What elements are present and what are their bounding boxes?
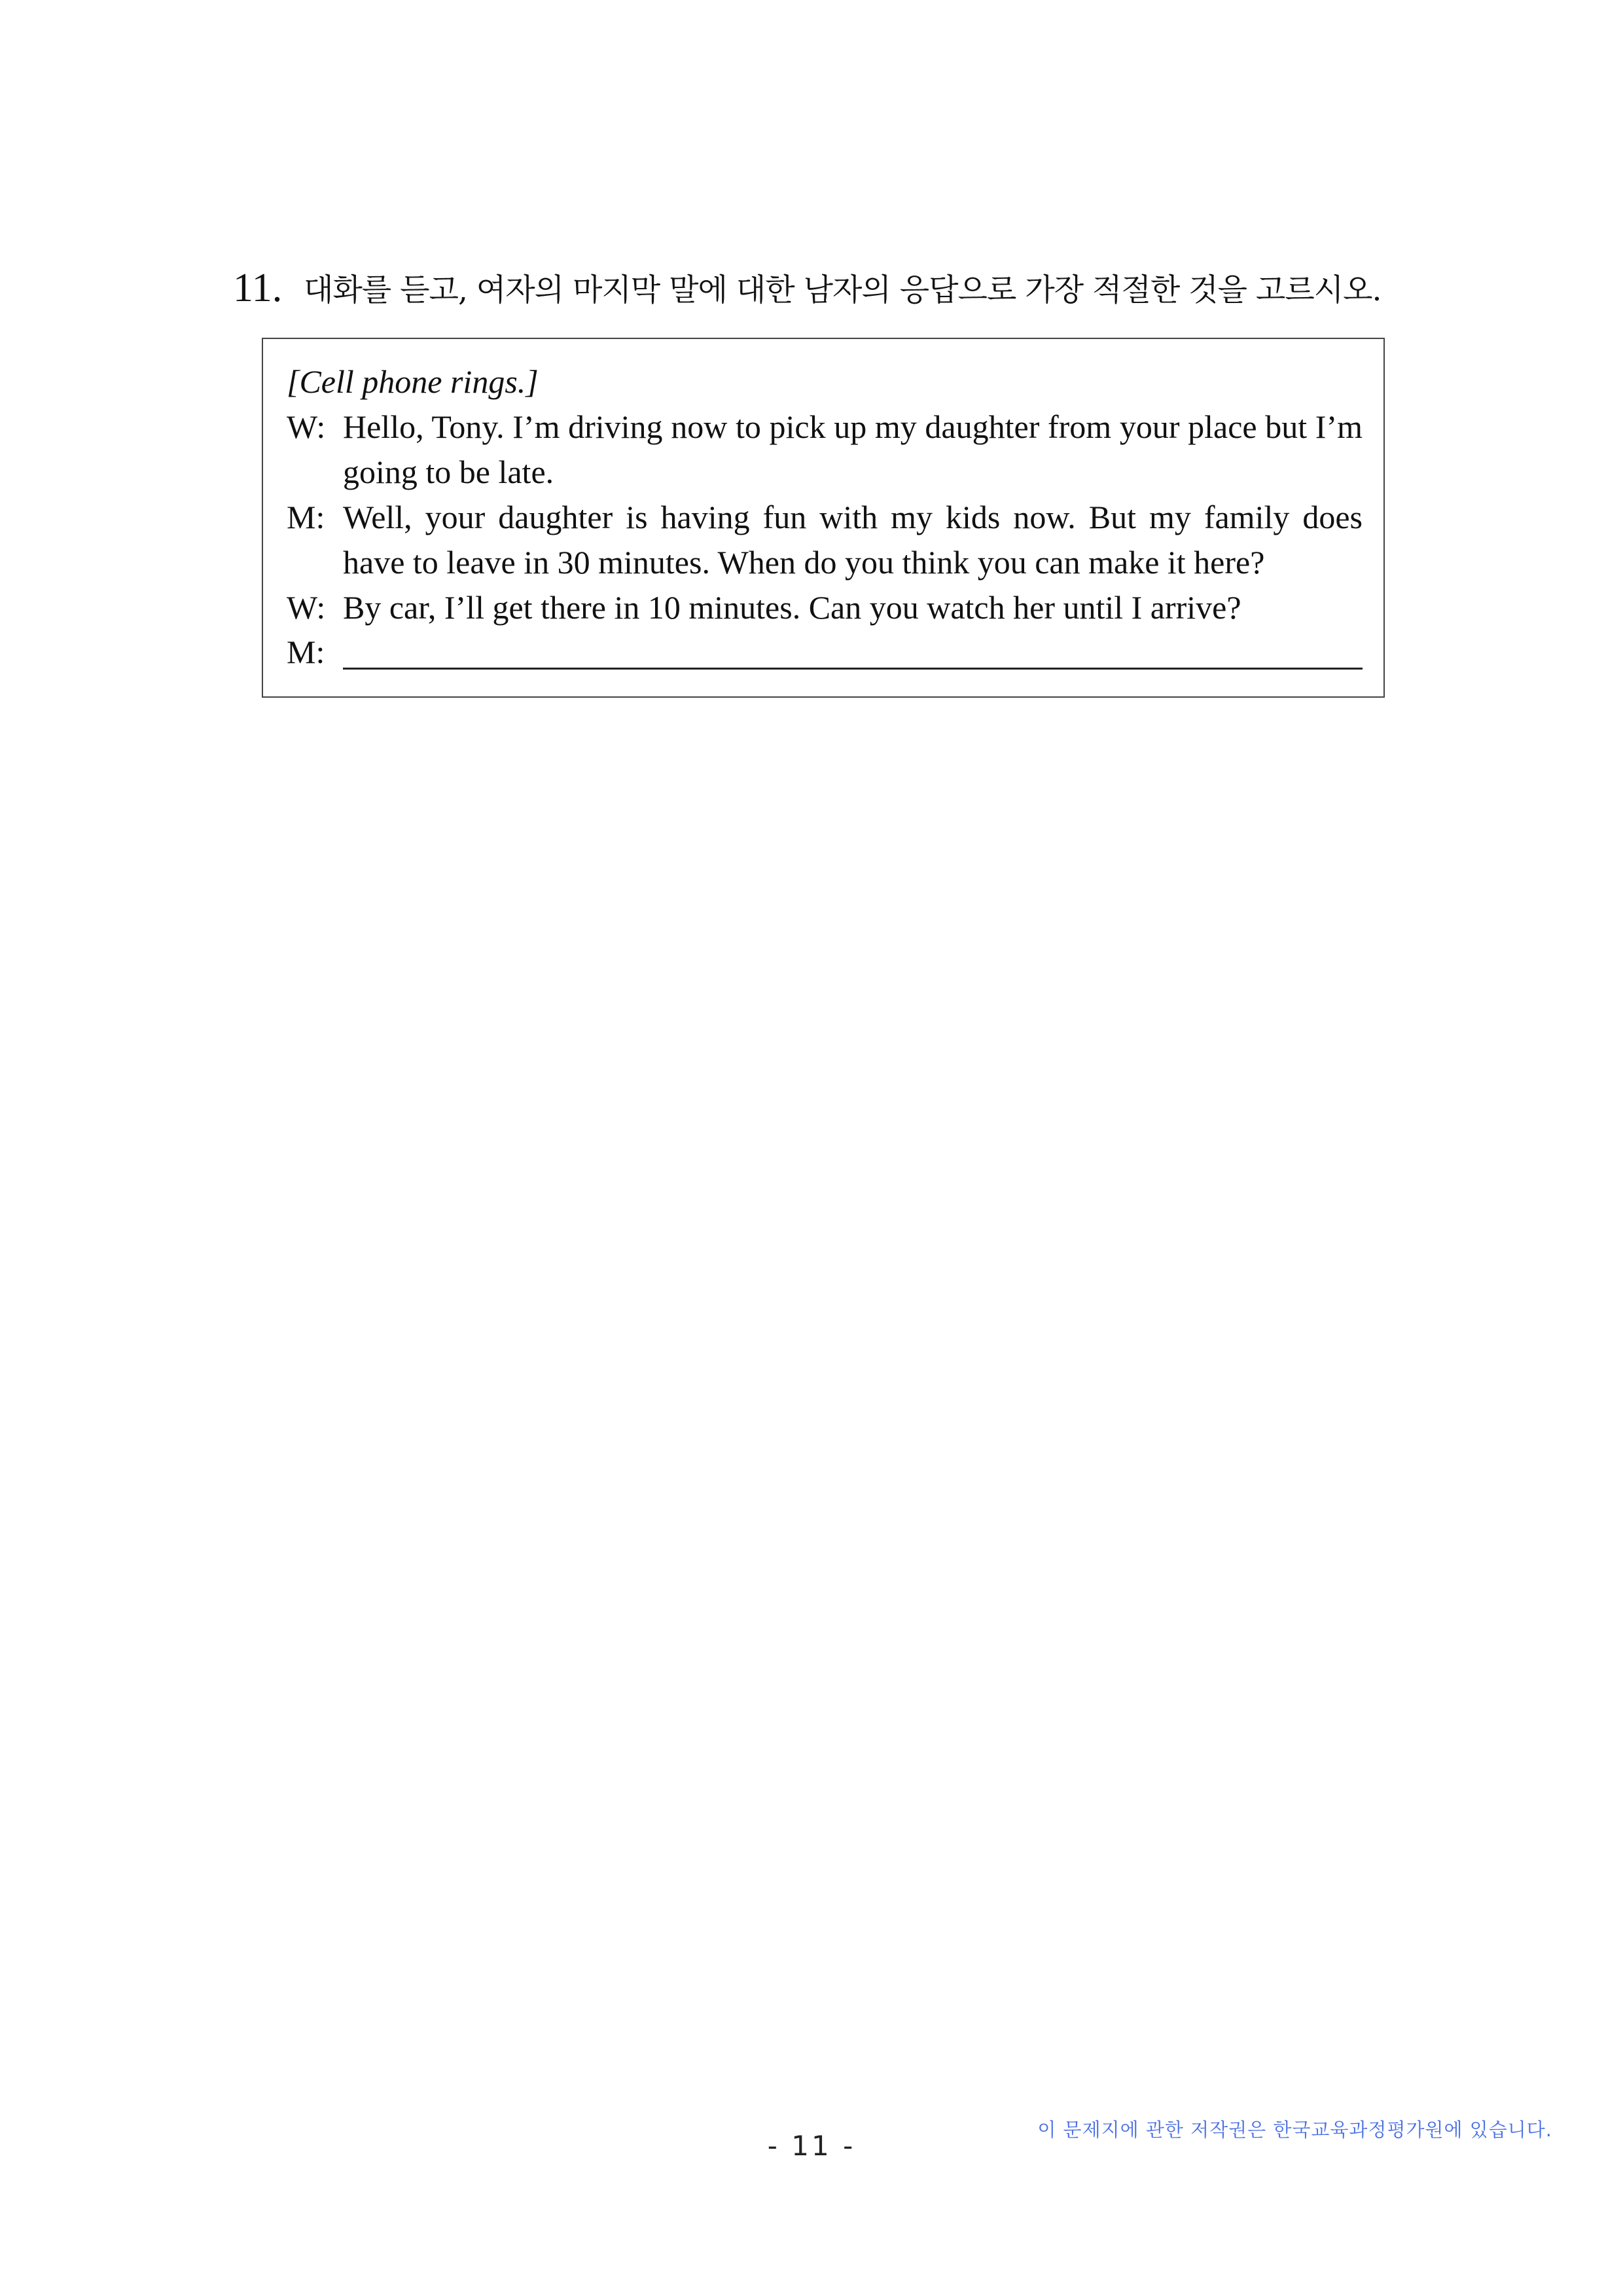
- speech-text: Hello, Tony. I’m driving now to pick up my daughter from your place but I’m going to be late.: [343, 408, 1363, 490]
- dialogue-line-3: [287, 585, 1363, 630]
- stage-direction: [Cell phone rings.]: [287, 363, 539, 400]
- dialogue-line-1: [287, 404, 1363, 495]
- speaker-label: W:: [287, 589, 326, 626]
- speech-text: By car, I’ll get there in 10 minutes. Can you watch her until I arrive?: [343, 589, 1241, 626]
- copyright-notice: 이 문제지에 관한 저작권은 한국교육과정평가원에 있습니다.: [1037, 2119, 1552, 2141]
- speaker-label: M:: [287, 634, 325, 670]
- dialogue-line-2: [287, 495, 1363, 585]
- question-number: 11.: [233, 266, 283, 310]
- speaker-label: W:: [287, 408, 326, 445]
- answer-blank: [343, 630, 1363, 670]
- page-number: - 11 -: [767, 2130, 856, 2162]
- speech-text: Well, your daughter is having fun with my kids now. But my family does have to leave in 30 minutes. When do you think you can make it here?: [343, 499, 1363, 581]
- dialogue-line-4: [287, 630, 1363, 670]
- question-prompt: 대화를 듣고, 여자의 마지막 말에 대한 남자의 응답으로 가장 적절한 것을 고르시오.: [304, 272, 1382, 308]
- question-header: [233, 262, 1411, 314]
- speaker-label: M:: [287, 499, 325, 535]
- dialogue-box: [262, 338, 1385, 698]
